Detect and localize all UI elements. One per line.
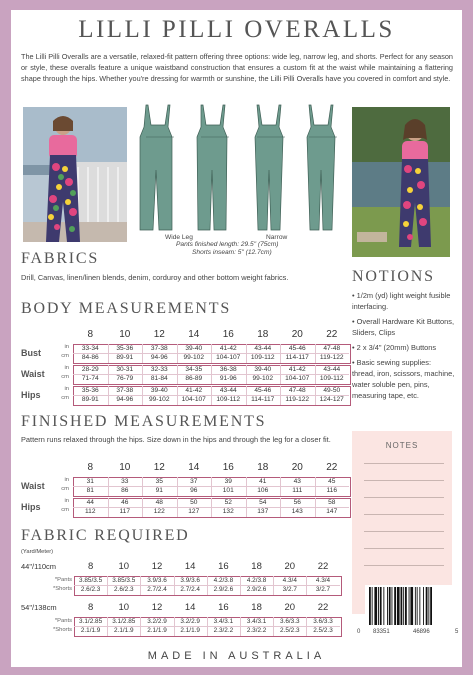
unit-cm: cm [61, 507, 69, 513]
cell-cm: 89-91 [81, 395, 99, 403]
cell-cm: 94-96 [150, 353, 168, 361]
cell-cm: 89-91 [116, 353, 134, 361]
cell-cm: 124-127 [319, 395, 344, 403]
cell-cm: 109-112 [216, 395, 241, 403]
cell-cm: 91-96 [219, 374, 237, 382]
cell-in: 47-48 [288, 386, 306, 394]
cell-shorts: 2.6/2.3 [114, 585, 134, 593]
cell-pants: 4.2/3.8 [246, 576, 267, 584]
finished-text: Pattern runs relaxed through the hips. Size down in the hips and through the leg for a closer fit. [21, 435, 331, 444]
finished-measurements-heading: FINISHED MEASUREMENTS [21, 413, 267, 430]
cell-cm: 127 [188, 507, 200, 515]
barcode-bar [428, 587, 429, 625]
unit-cm: cm [61, 395, 69, 401]
fabric-width-label: 44"/110cm [21, 562, 57, 571]
size-label: 18 [251, 602, 262, 613]
cell-cm: 143 [291, 507, 303, 515]
size-label: 20 [291, 329, 303, 340]
cell-cm: 104-107 [216, 353, 241, 361]
model-photo-left [23, 107, 127, 242]
barcode-bar [397, 587, 400, 625]
cell-in: 49-50 [323, 386, 341, 394]
size-label: 22 [326, 462, 338, 473]
size-label: 16 [218, 561, 229, 572]
size-label: 14 [188, 462, 200, 473]
size-label: 14 [188, 329, 200, 340]
cell-in: 44 [86, 498, 94, 506]
pattern-back-card [11, 10, 462, 667]
cell-shorts: 2.1/1.9 [147, 626, 167, 634]
cell-shorts: 2.7/2.4 [147, 585, 167, 593]
cell-shorts: 3/2.7 [315, 585, 331, 593]
cell-pants: 3.9/3.6 [147, 576, 167, 584]
barcode-digits-1: 83351 [373, 629, 390, 635]
cell-shorts: 2.9/2.6 [213, 585, 234, 593]
cell-in: 56 [293, 498, 301, 506]
size-label: 20 [284, 602, 296, 613]
cell-pants: 3.4/3.1 [246, 617, 267, 625]
cell-cm: 104-107 [181, 395, 206, 403]
cell-cm: 109-112 [250, 353, 275, 361]
barcode-bar [410, 587, 413, 625]
notes-line [364, 463, 444, 464]
cell-shorts: 2.6/2.3 [80, 585, 101, 593]
size-label: 16 [222, 462, 234, 473]
cell-shorts: 2.1/1.9 [80, 626, 101, 634]
cell-in: 41-42 [219, 344, 237, 352]
notes-label: NOTES [385, 441, 419, 450]
cell-shorts: 2.5/2.3 [280, 626, 300, 634]
size-label: 20 [291, 462, 303, 473]
size-label: 10 [119, 329, 131, 340]
unit-cm: cm [61, 353, 69, 359]
cell-cm: 122 [153, 507, 165, 515]
cell-in: 34-35 [185, 365, 203, 373]
notion-item: • Basic sewing supplies: thread, iron, scissors, machine, water soluble pen, pins, measuring tape, etc. [352, 358, 455, 400]
barcode-bar [426, 587, 428, 625]
size-label: 18 [251, 561, 262, 572]
cell-in: 39-40 [185, 344, 203, 352]
size-label: 8 [87, 602, 94, 613]
notions-list [352, 290, 456, 401]
cell-in: 46 [121, 498, 129, 506]
cell-cm: 81-84 [150, 374, 168, 382]
cell-cm: 137 [257, 507, 269, 515]
notion-item: • 1/2m (yd) light weight fusible interfacing. [352, 291, 451, 311]
barcode-bar [401, 587, 403, 625]
wide-leg-label: Wide Leg [165, 234, 193, 241]
size-label: 20 [284, 561, 296, 572]
cell-pants: 3.2/2.9 [147, 617, 167, 625]
footer-made-in: MADE IN AUSTRALIA [147, 650, 326, 662]
barcode-bar [389, 587, 391, 625]
cell-pants: 3.9/3.6 [180, 576, 200, 584]
shorts-inseam-note: Shorts inseam: 5" (12.7cm) [192, 249, 272, 256]
fabrics-text: Drill, Canvas, linen/linen blends, denim, corduroy and other bottom weight fabrics. [21, 273, 289, 282]
cell-cm: 132 [222, 507, 234, 515]
barcode-bar [430, 587, 432, 625]
cell-pants: 3.6/3.3 [313, 617, 333, 625]
unit-in: in [64, 344, 69, 350]
cell-shorts: 3/2.7 [282, 585, 297, 593]
cell-cm: 71-74 [81, 374, 99, 382]
cell-in: 37-38 [116, 386, 134, 394]
cell-shorts: 2.7/2.4 [180, 585, 200, 593]
barcode-bar [387, 587, 388, 625]
barcode-bar [403, 587, 404, 625]
barcode-digit-left: 0 [357, 629, 361, 635]
row-label-waist: Waist [21, 369, 45, 379]
cell-cm: 114-117 [285, 353, 309, 361]
cell-in: 39-40 [254, 365, 272, 373]
cell-pants: 3.1/2.85 [79, 617, 103, 625]
notes-line [364, 548, 444, 549]
cell-in: 32-33 [150, 365, 168, 373]
fabric-width-label: 54"/138cm [21, 603, 57, 612]
cell-cm: 99-102 [183, 353, 205, 361]
cell-in: 31 [86, 477, 94, 485]
cell-cm: 119-122 [285, 395, 310, 403]
cell-in: 47-48 [323, 344, 341, 352]
notes-line [364, 497, 444, 498]
row-label-bust: Bust [21, 348, 41, 358]
row-label-hips: Hips [21, 390, 41, 400]
size-label: 14 [184, 561, 196, 572]
unit-cm: cm [61, 486, 69, 492]
barcode-bar [392, 587, 393, 625]
cell-cm: 111 [292, 486, 303, 494]
cell-cm: 117 [119, 507, 130, 515]
size-label: 18 [257, 329, 269, 340]
size-label: 14 [184, 602, 196, 613]
size-label: 22 [317, 602, 329, 613]
cell-in: 33-34 [81, 344, 99, 352]
cell-shorts: 2.3/2.2 [213, 626, 234, 634]
cell-in: 48 [155, 498, 163, 506]
cell-in: 45-46 [254, 386, 272, 394]
unit-in: in [64, 477, 69, 483]
cell-cm: 109-112 [319, 374, 344, 382]
cell-shorts: 2.1/1.9 [180, 626, 200, 634]
cell-shorts: 2.5/2.3 [313, 626, 333, 634]
cell-in: 43-44 [254, 344, 272, 352]
notion-item: • 2 x 3/4" (20mm) Buttons [352, 343, 437, 352]
cell-in: 41 [259, 477, 267, 485]
cell-cm: 101 [222, 486, 234, 494]
cell-cm: 147 [326, 507, 338, 515]
row-label-waist: Waist [21, 481, 45, 491]
cell-in: 37 [190, 477, 198, 485]
cell-in: 35-36 [116, 344, 134, 352]
size-label: 8 [87, 329, 94, 340]
cell-pants: 3.1/2.85 [112, 617, 136, 625]
cell-cm: 99-102 [252, 374, 274, 382]
size-label: 8 [87, 462, 94, 473]
barcode-bar [423, 587, 424, 625]
cell-shorts: 2.9/2.6 [246, 585, 267, 593]
notes-line [364, 565, 444, 566]
intro-paragraph: The Lilli Pilli Overalls are a versatile, relaxed-fit pattern offering three options: wide leg, narrow leg, and shorts. Perfect for any season or style, these overalls feature a unique waistband construction that ensures a custom fit at the waist while maintaining a flattering shape through the hips. Whether you're dressing for warmth or sunshine, the Lilli Pilli Overalls have you covered in comfort and style. [21, 52, 453, 83]
narrow-label: Narrow [266, 234, 288, 241]
cell-pants: 4.3/4 [282, 576, 297, 584]
cell-in: 43-44 [219, 386, 237, 394]
cell-in: 35 [155, 477, 163, 485]
size-label: 12 [153, 462, 165, 473]
size-label: 12 [151, 561, 163, 572]
notes-line [364, 514, 444, 515]
unit-in: in [64, 386, 69, 392]
cell-cm: 81 [86, 486, 94, 494]
fabric-unit-note: (Yard/Meter) [21, 549, 54, 555]
barcode-bar [417, 587, 418, 625]
barcode-bar [383, 587, 384, 625]
cell-in: 43-44 [323, 365, 341, 373]
cell-cm: 94-96 [116, 395, 134, 403]
cell-cm: 114-117 [251, 395, 275, 403]
cell-in: 41-42 [288, 365, 306, 373]
finished-length-note: Pants finished length: 29.5" (75cm) [176, 241, 279, 248]
cell-pants: 3.4/3.1 [213, 617, 234, 625]
barcode-bar [369, 587, 371, 625]
row-label-hips: Hips [21, 502, 41, 512]
size-label: 22 [326, 329, 338, 340]
cell-in: 52 [224, 498, 232, 506]
overalls-illustration [129, 100, 349, 240]
barcode-digits-2: 46896 [413, 629, 430, 635]
unit-in: in [64, 365, 69, 371]
barcode-digit-right: 5 [455, 629, 459, 635]
cell-cm: 116 [326, 486, 337, 494]
notes-line [364, 480, 444, 481]
cell-cm: 84-86 [81, 353, 99, 361]
barcode-bar [378, 587, 379, 625]
size-label: 10 [118, 561, 130, 572]
cell-cm: 112 [84, 507, 96, 515]
cell-shorts: 2.3/2.2 [246, 626, 267, 634]
shorts-label: *Shorts [52, 627, 72, 633]
cell-cm: 91 [155, 486, 163, 494]
unit-cm: cm [61, 374, 69, 380]
notions-heading: NOTIONS [352, 268, 435, 285]
cell-in: 37-38 [150, 344, 168, 352]
notion-item: • Overall Hardware Kit Buttons, Sliders, Clips [352, 317, 455, 337]
cell-in: 39-40 [150, 386, 168, 394]
barcode-bar [372, 587, 373, 625]
cell-in: 45 [328, 477, 336, 485]
size-label: 18 [257, 462, 269, 473]
model-photo-right [352, 107, 450, 257]
cell-shorts: 2.1/1.9 [114, 626, 134, 634]
cell-pants: 4.2/3.8 [213, 576, 234, 584]
cell-cm: 119-122 [319, 353, 344, 361]
cell-pants: 3.85/3.5 [79, 576, 103, 584]
pants-label: *Pants [54, 618, 72, 624]
pants-label: *Pants [54, 577, 72, 583]
size-label: 10 [118, 602, 130, 613]
cell-cm: 96 [190, 486, 198, 494]
notes-line [364, 531, 444, 532]
cell-in: 35-36 [81, 386, 99, 394]
cell-in: 28-29 [81, 365, 99, 373]
size-label: 16 [218, 602, 229, 613]
barcode-bar [409, 587, 410, 625]
cell-in: 45-46 [288, 344, 306, 352]
cell-cm: 99-102 [148, 395, 170, 403]
cell-cm: 76-79 [116, 374, 134, 382]
cell-in: 36-38 [219, 365, 237, 373]
cell-cm: 104-107 [285, 374, 310, 382]
unit-in: in [64, 498, 69, 504]
cell-in: 58 [328, 498, 336, 506]
size-label: 8 [87, 561, 94, 572]
cell-in: 50 [190, 498, 198, 506]
barcode-bar [419, 587, 420, 625]
barcode-bar [405, 587, 407, 625]
body-measurements-heading: BODY MEASUREMENTS [21, 300, 232, 317]
cell-cm: 106 [257, 486, 269, 494]
barcode-bar [374, 587, 377, 625]
cell-pants: 3.6/3.3 [280, 617, 300, 625]
cell-in: 41-42 [185, 386, 203, 394]
barcode-bar [380, 587, 382, 625]
cell-in: 33 [121, 477, 129, 485]
cell-in: 54 [259, 498, 267, 506]
shorts-label: *Shorts [52, 586, 72, 592]
fabric-required-heading: FABRIC REQUIRED [21, 527, 190, 544]
cell-in: 39 [224, 477, 232, 485]
cell-pants: 4.3/4 [315, 576, 331, 584]
cell-cm: 86 [121, 486, 129, 494]
barcode-bar [394, 587, 396, 625]
size-label: 16 [222, 329, 234, 340]
page-title: LILLI PILLI OVERALLS [78, 16, 395, 43]
cell-cm: 86-89 [185, 374, 203, 382]
cell-pants: 3.2/2.9 [180, 617, 200, 625]
size-label: 10 [119, 462, 131, 473]
size-label: 12 [151, 602, 163, 613]
cell-in: 43 [293, 477, 301, 485]
cell-in: 30-31 [116, 365, 134, 373]
cell-pants: 3.85/3.5 [112, 576, 136, 584]
barcode-bar [415, 587, 416, 625]
size-label: 22 [317, 561, 329, 572]
size-label: 12 [153, 329, 165, 340]
fabrics-heading: FABRICS [21, 250, 100, 267]
